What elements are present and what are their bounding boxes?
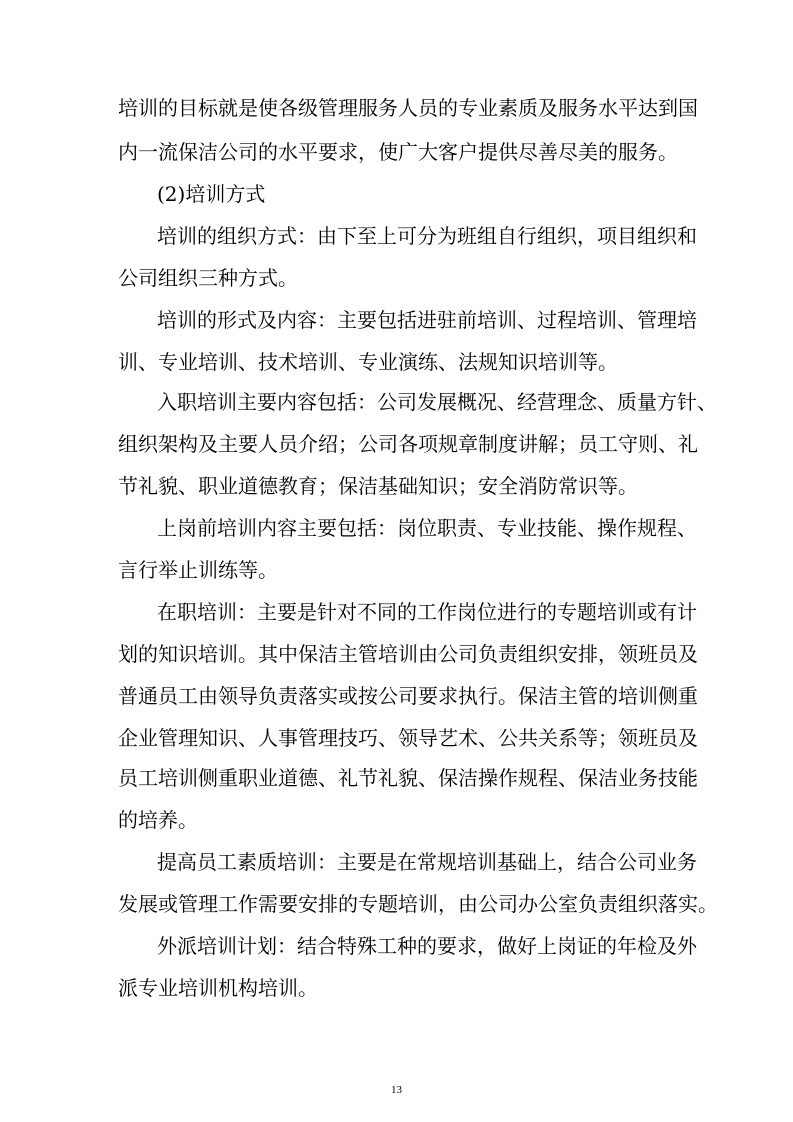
text-line: 在职培训：主要是针对不同的工作岗位进行的专题培训或有计 <box>157 600 697 624</box>
text-line: 内一流保洁公司的水平要求，使广大客户提供尽善尽美的服务。 <box>118 140 678 164</box>
text-line: 入职培训主要内容包括：公司发展概况、经营理念、质量方针、 <box>157 390 717 414</box>
text-line: 划的知识培训。其中保洁主管培训由公司负责组织安排，领班员及 <box>118 642 698 666</box>
text-line: 言行举止训练等。 <box>118 558 278 582</box>
text-line: 培训的组织方式：由下至上可分为班组自行组织，项目组织和 <box>157 224 697 248</box>
text-line: 发展或管理工作需要安排的专题培训，由公司办公室负责组织落实。 <box>118 892 718 916</box>
section-heading: (2)培训方式 <box>157 182 266 206</box>
text-line: 训、专业培训、技术培训、专业演练、法规知识培训等。 <box>118 350 618 374</box>
text-line: 培训的形式及内容：主要包括进驻前培训、过程培训、管理培 <box>157 308 697 332</box>
text-line: 提高员工素质培训：主要是在常规培训基础上，结合公司业务 <box>157 850 697 874</box>
text-line: 的培养。 <box>118 808 198 832</box>
page-number: 13 <box>391 1084 402 1096</box>
text-line: 节礼貌、职业道德教育；保洁基础知识；安全消防常识等。 <box>118 474 638 498</box>
text-line: 组织架构及主要人员介绍；公司各项规章制度讲解；员工守则、礼 <box>118 432 698 456</box>
text-line: 企业管理知识、人事管理技巧、领导艺术、公共关系等；领班员及 <box>118 726 698 750</box>
text-line: 上岗前培训内容主要包括：岗位职责、专业技能、操作规程、 <box>157 516 697 540</box>
text-line: 派专业培训机构培训。 <box>118 976 318 1000</box>
text-line: 普通员工由领导负责落实或按公司要求执行。保洁主管的培训侧重 <box>118 684 698 708</box>
text-line: 员工培训侧重职业道德、礼节礼貌、保洁操作规程、保洁业务技能 <box>118 766 698 790</box>
text-line: 公司组织三种方式。 <box>118 266 298 290</box>
text-line: 外派培训计划：结合特殊工种的要求，做好上岗证的年检及外 <box>157 934 697 958</box>
text-line: 培训的目标就是使各级管理服务人员的专业素质及服务水平达到国 <box>118 96 698 120</box>
